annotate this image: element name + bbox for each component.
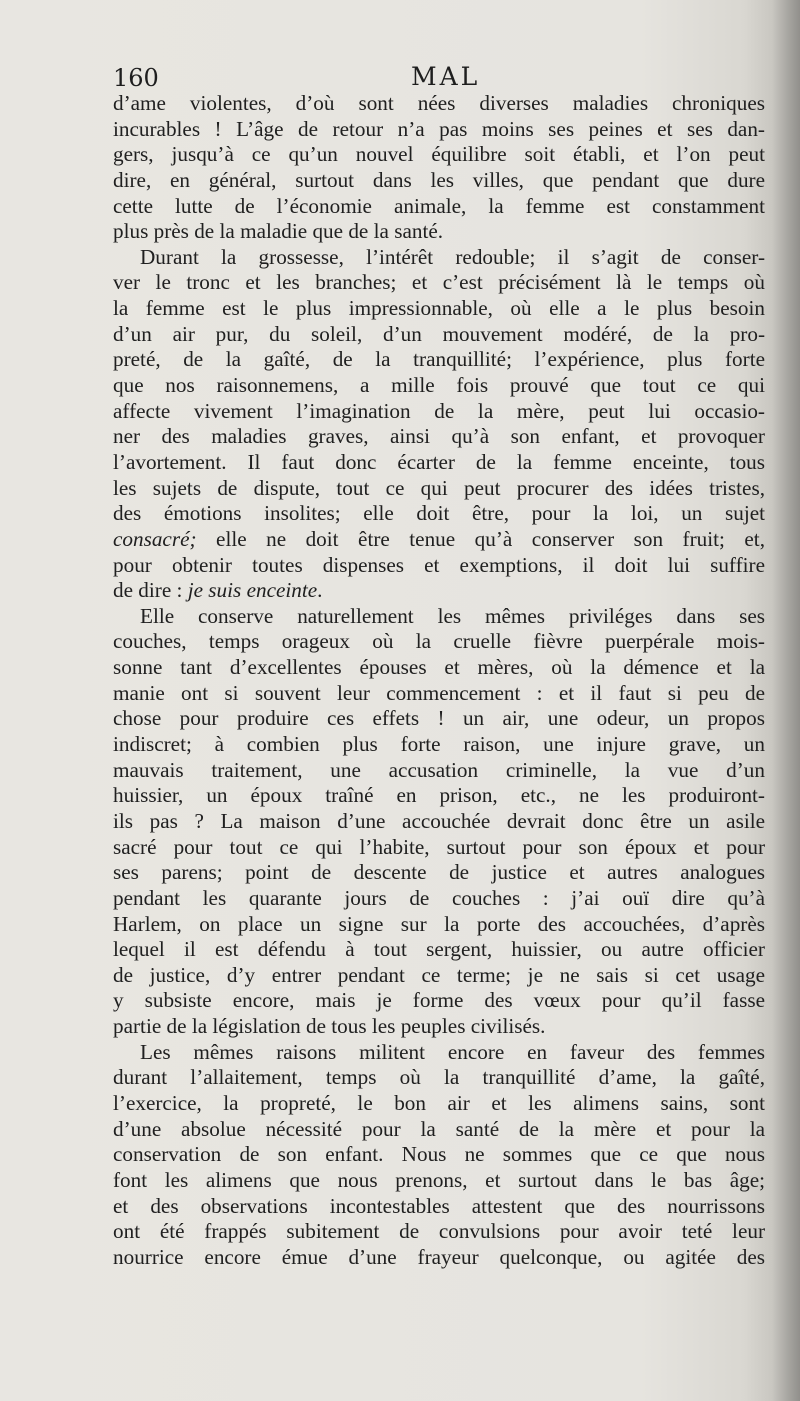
text-line: Elle conserve naturellement les mêmes priviléges dans ses: [140, 603, 765, 628]
text-line: la femme est le plus impressionnable, où elle a le plus besoin: [113, 296, 765, 321]
text-line: font les alimens que nous prenons, et surtout dans le bas âge;: [113, 1167, 765, 1192]
text-line: chose pour produire ces effets ! un air, une odeur, un propos: [113, 706, 765, 731]
text-line: conservation de son enfant. Nous ne sommes que ce que nous: [113, 1142, 765, 1167]
text-line: gers, jusqu’à ce qu’un nouvel équilibre soit établi, et l’on peut: [113, 142, 765, 167]
page-header: [113, 60, 765, 94]
text-line: ver le tronc et les branches; et c’est précisément là le temps où: [113, 270, 765, 295]
text-line: huissier, un époux traîné en prison, etc., ne les produiront-: [113, 783, 765, 808]
text-line: d’un air pur, du soleil, d’un mouvement modéré, de la pro-: [113, 321, 765, 346]
text-line: Durant la grossesse, l’intérêt redouble; il s’agit de conser-: [140, 244, 765, 269]
text-line: ils pas ? La maison d’une accouchée devrait donc être un asile: [113, 808, 765, 833]
text-line: d’une absolue nécessité pour la santé de la mère et pour la: [113, 1116, 765, 1141]
text-line: pour obtenir toutes dispenses et exemptions, il doit lui suffire: [113, 552, 765, 577]
text-line: sacré pour tout ce qui l’habite, surtout pour son époux et pour: [113, 834, 765, 859]
text-line: Les mêmes raisons militent encore en faveur des femmes: [140, 1039, 765, 1064]
body-text: [113, 91, 765, 1270]
text-line: mauvais traitement, une accusation criminelle, la vue d’un: [113, 757, 765, 782]
text-line: que nos raisonnemens, a mille fois prouvé que tout ce qui: [113, 373, 765, 398]
text-line: et des observations incontestables attestent que des nourrissons: [113, 1193, 765, 1218]
text-line: consacré; elle ne doit être tenue qu’à conserver son fruit; et,: [113, 526, 765, 551]
text-line: d’ame violentes, d’où sont nées diverses maladies chroniques: [113, 91, 765, 115]
text-line: couches, temps orageux où la cruelle fièvre puerpérale mois-: [113, 629, 765, 654]
text-line: partie de la législation de tous les peuples civilisés.: [113, 1014, 546, 1039]
text-line: ont été frappés subitement de convulsions pour avoir teté leur: [113, 1219, 765, 1244]
running-head: MAL: [411, 62, 481, 91]
text-line: des émotions insolites; elle doit être, pour la loi, un sujet: [113, 501, 765, 526]
text-line: manie ont si souvent leur commencement : et il faut si peu de: [113, 680, 765, 705]
text-line: preté, de la gaîté, de la tranquillité; l’expérience, plus forte: [113, 347, 765, 372]
text-line: de dire : je suis enceinte.: [113, 578, 323, 603]
text-line: l’avortement. Il faut donc écarter de la femme enceinte, tous: [113, 449, 765, 474]
text-line: y subsiste encore, mais je forme des vœux pour qu’il fasse: [113, 988, 765, 1013]
text-line: affecte vivement l’imagination de la mère, peut lui occasio-: [113, 398, 765, 423]
page-edge-shadow: [772, 0, 800, 1401]
text-line: sonne tant d’excellentes épouses et mères, où la démence et la: [113, 655, 765, 680]
text-line: cette lutte de l’économie animale, la femme est constamment: [113, 193, 765, 218]
text-line: indiscret; à combien plus forte raison, une injure grave, un: [113, 732, 765, 757]
text-line: nourrice encore émue d’une frayeur quelconque, ou agitée des: [113, 1244, 765, 1269]
page-number: 160: [113, 64, 159, 92]
text-line: les sujets de dispute, tout ce qui peut procurer des idées tristes,: [113, 475, 765, 500]
text-line: plus près de la maladie que de la santé.: [113, 219, 444, 244]
text-line: durant l’allaitement, temps où la tranquillité d’ame, la gaîté,: [113, 1065, 765, 1090]
text-line: l’exercice, la propreté, le bon air et les alimens sains, sont: [113, 1090, 765, 1115]
text-line: lequel il est défendu à tout sergent, huissier, ou autre officier: [113, 937, 765, 962]
text-line: ner des maladies graves, ainsi qu’à son enfant, et provoquer: [113, 424, 765, 449]
text-line: de justice, d’y entrer pendant ce terme; je ne sais si cet usage: [113, 962, 765, 987]
text-line: pendant les quarante jours de couches : j’ai ouï dire qu’à: [113, 885, 765, 910]
text-line: dire, en général, surtout dans les villes, que pendant que dure: [113, 167, 765, 192]
text-line: Harlem, on place un signe sur la porte des accouchées, d’après: [113, 911, 765, 936]
text-line: incurables ! L’âge de retour n’a pas moins ses peines et ses dan-: [113, 116, 765, 141]
text-line: ses parens; point de descente de justice et autres analogues: [113, 860, 765, 885]
